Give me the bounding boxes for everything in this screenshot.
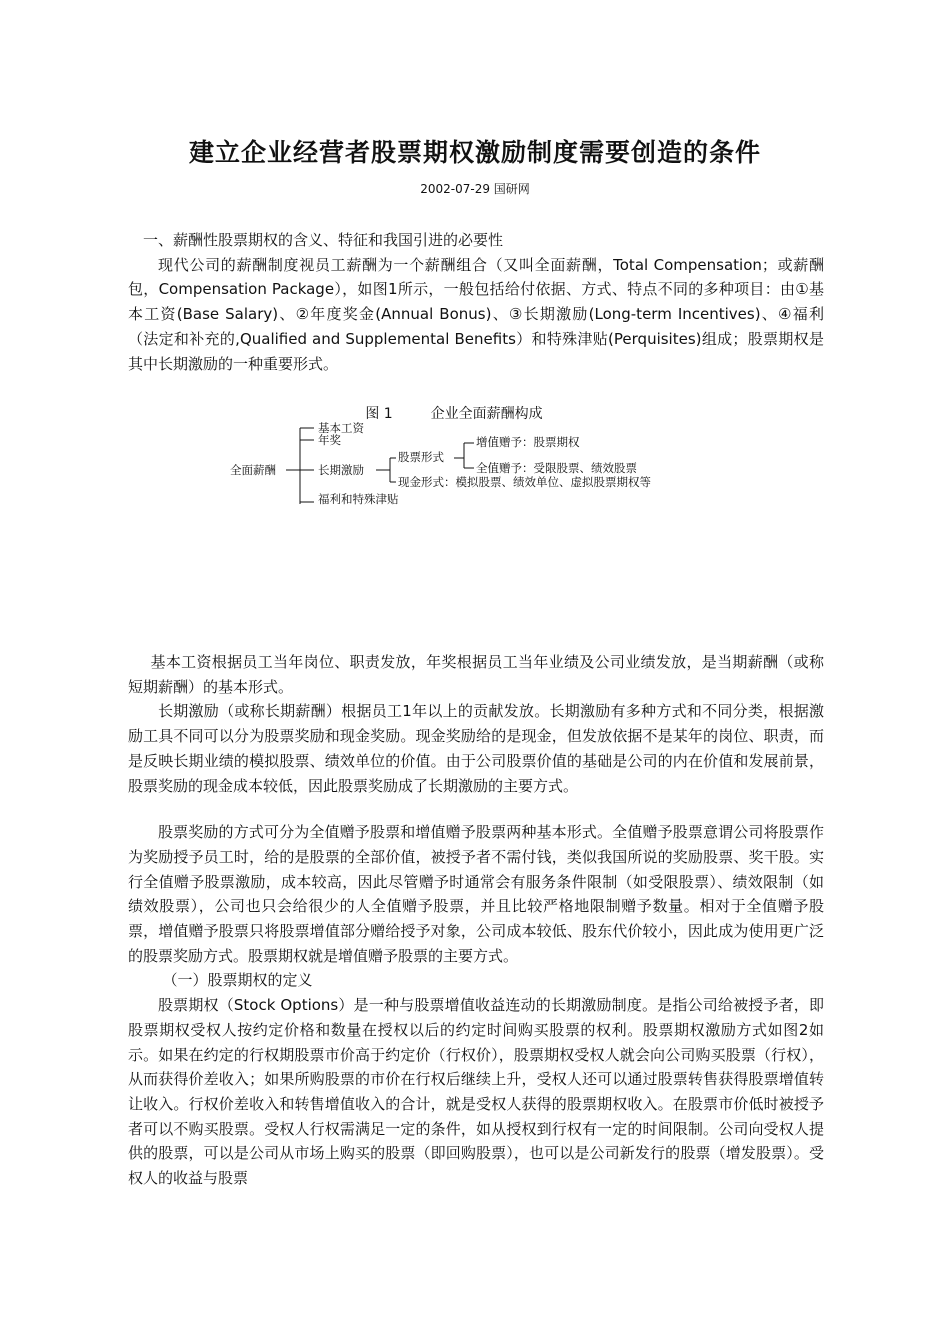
node-annual-bonus: 年奖 [318, 433, 341, 447]
figure-caption-text: 企业全面薪酬构成 [430, 406, 543, 422]
node-total-compensation: 全面薪酬 [230, 463, 276, 477]
paragraph-1: 现代公司的薪酬制度视员工薪酬为一个薪酬组合（又叫全面薪酬，Total Compensation；或薪酬包，Compensation Package），如图1所示，一般包括给付依据、方式、特点不同的多种项目：由①基本工资(Base Salary)、②年度奖金(Annual Bonus)、③长期激励(Long-term Incentives)、④福利（法定和补充的,Qualified and Supplemental Benefits）和特殊津贴(Perquisites)组成；股票期权是其中长期激励的一种重要形式。 [128, 255, 824, 373]
document-title: 建立企业经营者股票期权激励制度需要创造的条件 [188, 138, 761, 167]
paragraph-3: 长期激励（或称长期薪酬）根据员工1年以上的贡献发放。长期激励有多种方式和不同分类，根据激励工具不同可以分为股票奖励和现金奖励。现金奖励给的是现金，但发放依据不是某年的岗位、职责，而是反映长期业绩的模拟股票、绩效单位的价值。由于公司股票价值的基础是公司的内在价值和发展前景，股票奖励的现金成本较低，因此股票奖励成了长期激励的主要方式。 [128, 702, 824, 795]
node-cash-form: 现金形式：模拟股票、绩效单位、虚拟股票期权等 [398, 475, 651, 489]
node-appreciation-grant: 增值赠予：股票期权 [476, 435, 580, 449]
node-base-salary: 基本工资 [318, 421, 364, 435]
dateline: 2002-07-29 国研网 [420, 182, 530, 196]
paragraph-5: 股票期权（Stock Options）是一种与股票增值收益连动的长期激励制度。是指公司给被授予者，即股票期权受权人按约定价格和数量在授权以后的约定时间购买股票的权利。股票期权激励方式如图2如示。如果在约定的行权期股票市价高于约定价（行权价），股票期权受权人就会向公司购买股票（行权），从而获得价差收入；如果所购股票的市价在行权后继续上升，受权人还可以通过股票转售获得股票增值转让收入。行权价差收入和转售增值收入的合计，就是受权人获得的股票期权收入。在股票市价低时被授予者可以不购买股票。受权人行权需满足一定的条件，如从授权到行权有一定的时间限制。公司向受权人提供的股票，可以是公司从市场上购买的股票（即回购股票），也可以是公司新发行的股票（增发股票）。受权人的收益与股票 [128, 996, 824, 1188]
node-benefits: 福利和特殊津贴 [318, 492, 399, 506]
figure-number: 图 1 [365, 406, 393, 422]
section-heading: 一、薪酬性股票期权的含义、特征和我国引进的必要性 [143, 231, 504, 249]
node-stock-form: 股票形式 [398, 450, 444, 464]
subheading-1: （一）股票期权的定义 [162, 971, 313, 990]
main-body [128, 650, 824, 1191]
paragraph-4: 股票奖励的方式可分为全值赠予股票和增值赠予股票两种基本形式。全值赠予股票意谓公司将股票作为奖励授予员工时，给的是股票的全部价值，被授予者不需付钱，类似我国所说的奖励股票、奖干股。实行全值赠予股票激励，成本较高，因此尽管赠予时通常会有服务条件限制（如受限股票）、绩效限制（如绩效股票），公司也只会给很少的人全值赠予股票，并且比较严格地限制赠予数量。相对于全值赠予股票，增值赠予股票只将股票增值部分赠给授予对象，公司成本较低、股东代价较小，因此成为使用更广泛的股票奖励方式。股票期权就是增值赠予股票的主要方式。 [128, 823, 824, 965]
node-full-value-grant: 全值赠予：受限股票、绩效股票 [476, 461, 637, 475]
paragraph-gap [128, 798, 824, 820]
paragraph-2: 基本工资根据员工当年岗位、职责发放，年奖根据员工当年业绩及公司业绩发放，是当期薪酬（或称短期薪酬）的基本形式。 [128, 653, 824, 696]
node-long-term-incentives: 长期激励 [318, 463, 364, 477]
figure-1 [224, 398, 744, 518]
section-intro [128, 228, 824, 376]
compensation-tree-diagram [224, 398, 744, 518]
